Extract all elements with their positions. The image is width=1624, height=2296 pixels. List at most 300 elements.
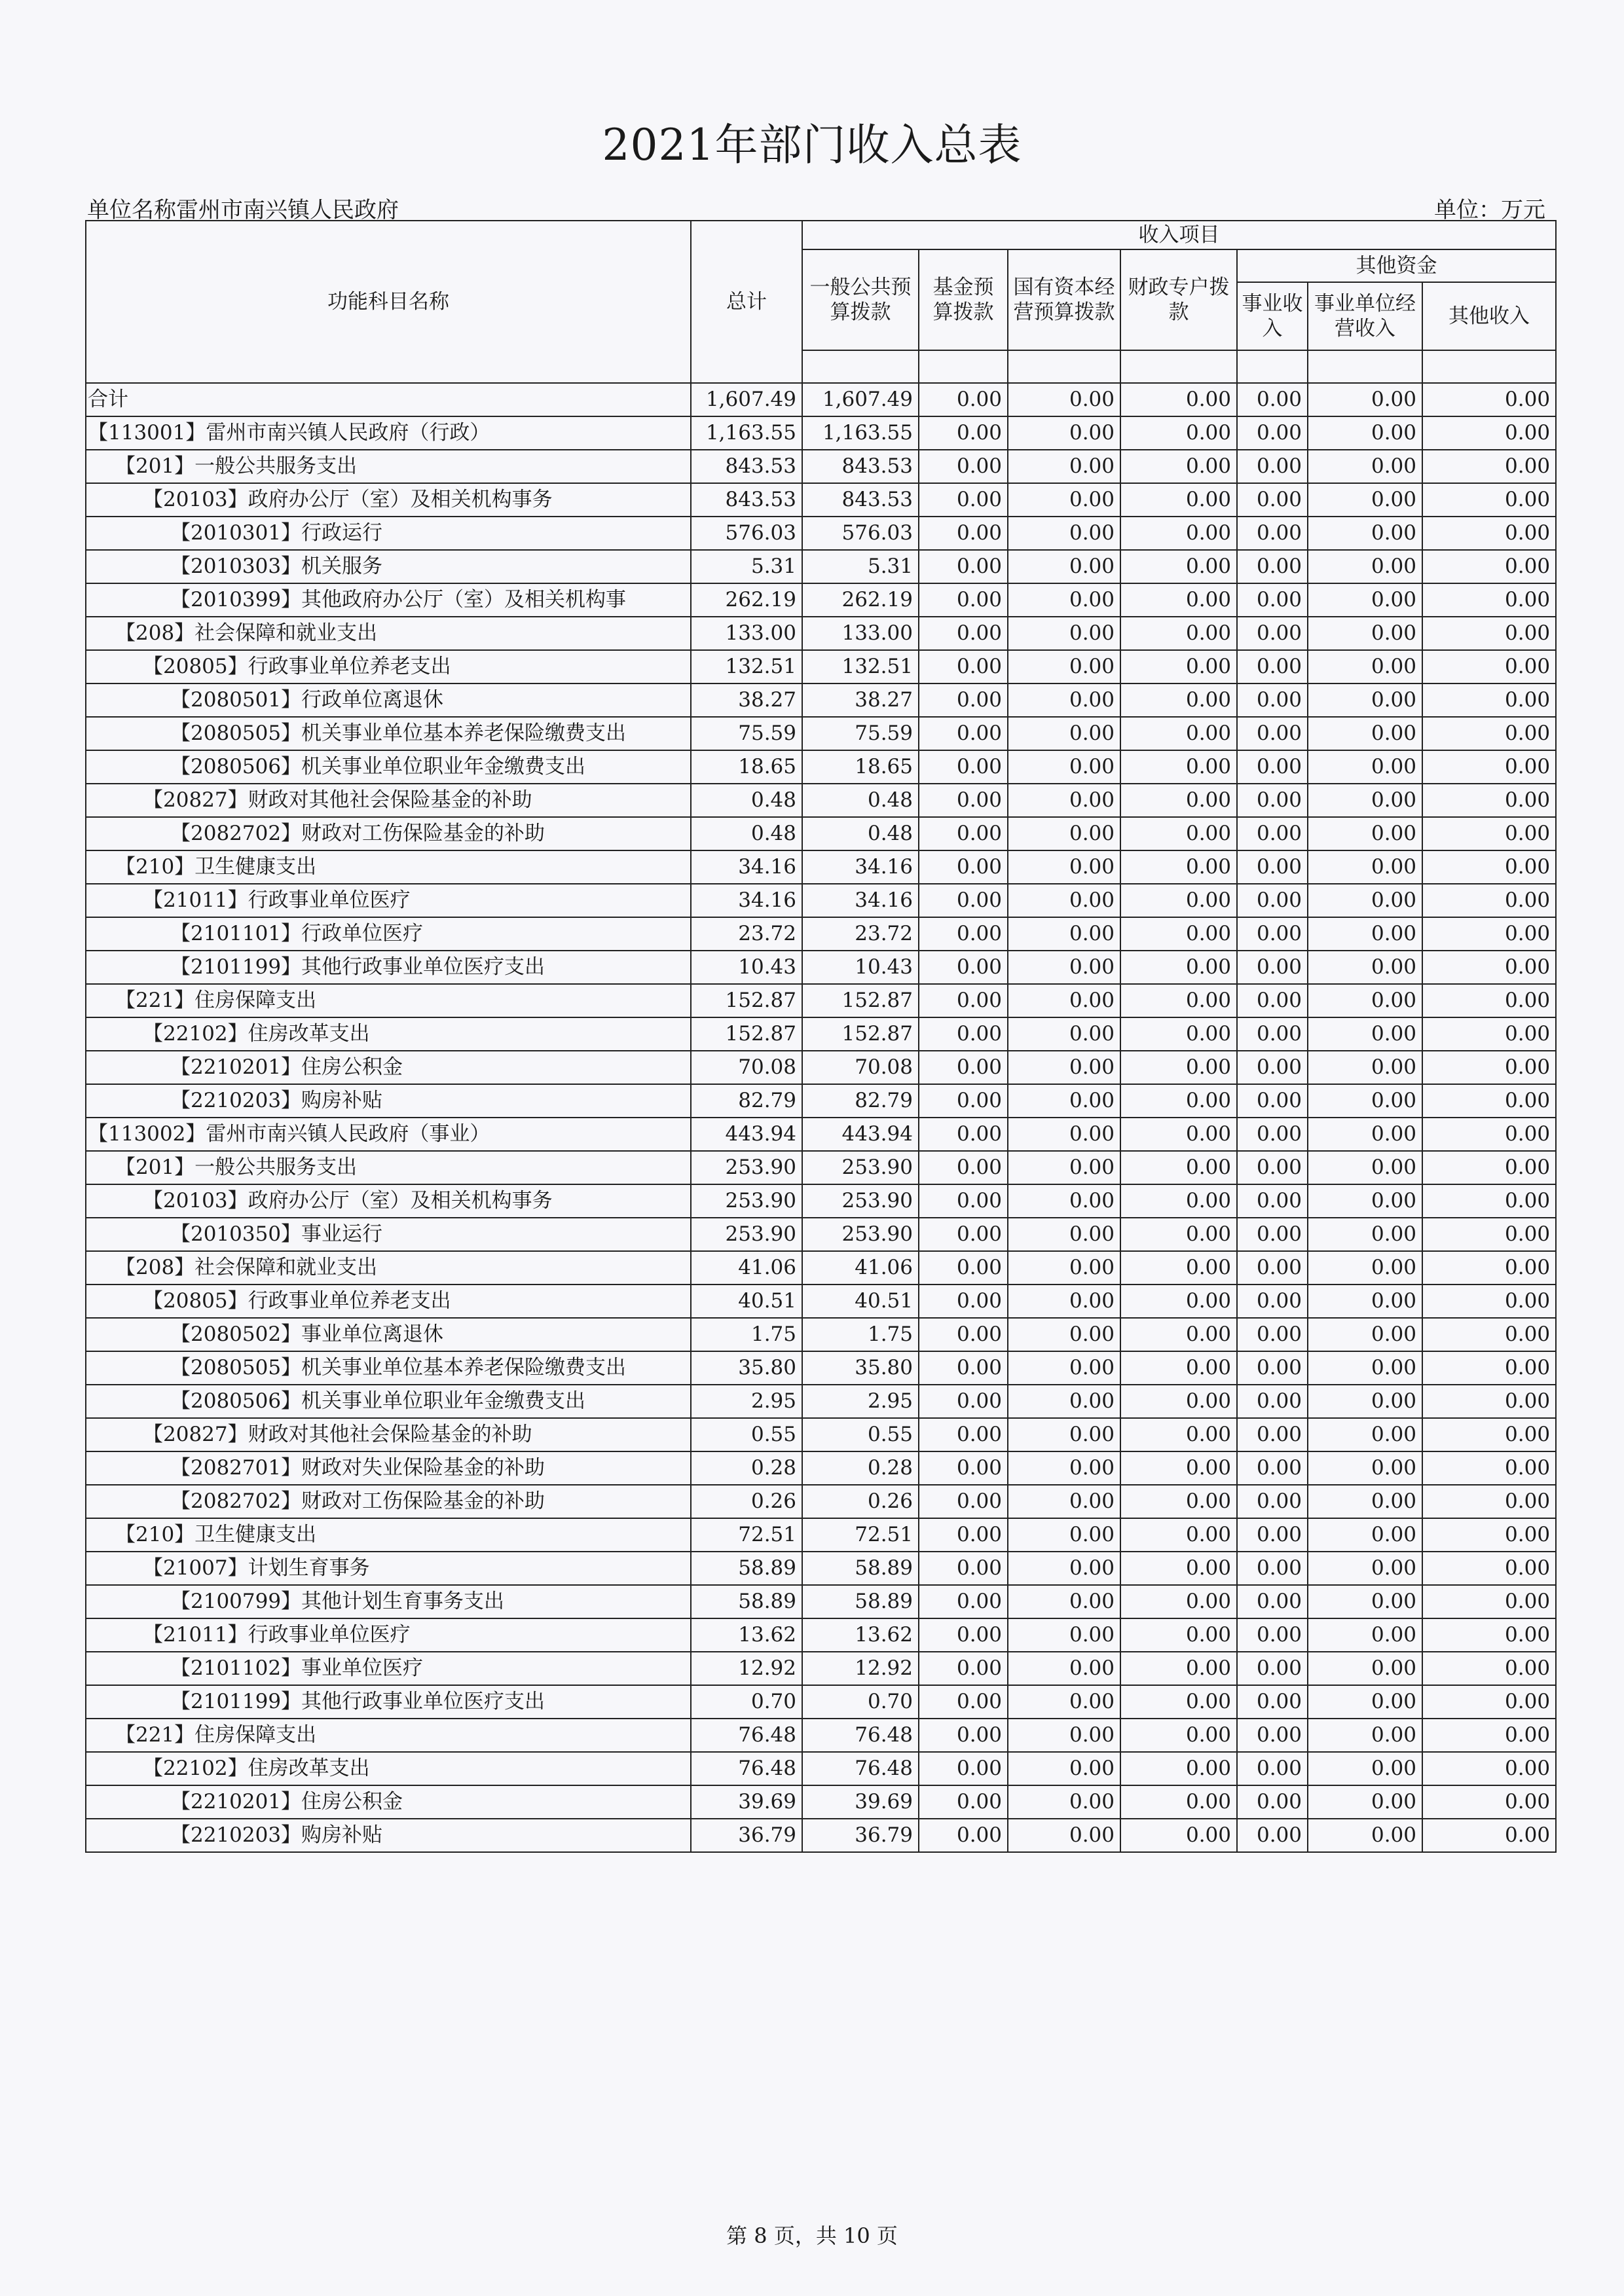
- row-value-cell: 18.65: [691, 750, 802, 784]
- row-value-cell: 0.00: [1120, 1084, 1237, 1118]
- row-value-cell: 0.00: [919, 1118, 1008, 1151]
- row-value-cell: 0.00: [1120, 1251, 1237, 1285]
- row-value-cell: 75.59: [802, 717, 919, 750]
- row-value-cell: 0.00: [1308, 517, 1422, 550]
- row-value-cell: 0.00: [919, 383, 1008, 416]
- page-footer: 第 8 页，共 10 页: [726, 2223, 898, 2248]
- row-value-cell: 0.00: [1237, 1118, 1308, 1151]
- row-value-cell: 0.00: [1120, 550, 1237, 583]
- row-value-cell: 36.79: [691, 1819, 802, 1852]
- row-value-cell: 58.89: [802, 1552, 919, 1585]
- row-subject-name: 【221】住房保障支出: [86, 984, 691, 1017]
- row-value-cell: 0.00: [1237, 1385, 1308, 1418]
- header-business-income: 事业单位经营收入: [1308, 282, 1422, 350]
- row-value-cell: 0.00: [1308, 450, 1422, 483]
- row-value-cell: 58.89: [802, 1585, 919, 1618]
- row-value-cell: 0.00: [1237, 984, 1308, 1017]
- row-value-cell: 0.00: [1237, 517, 1308, 550]
- row-value-cell: 0.00: [919, 1652, 1008, 1685]
- table-row: [86, 517, 1556, 550]
- row-value-cell: 72.51: [691, 1518, 802, 1552]
- header-career-income: 事业收入: [1237, 282, 1308, 350]
- row-value-cell: 0.00: [919, 1351, 1008, 1385]
- row-value-cell: 0.00: [1237, 1785, 1308, 1819]
- row-value-cell: 0.48: [802, 817, 919, 850]
- row-value-cell: 0.00: [1237, 1485, 1308, 1518]
- row-value-cell: 253.90: [691, 1218, 802, 1251]
- row-value-cell: 0.00: [1422, 1652, 1556, 1685]
- row-subject-name: 【2010350】事业运行: [86, 1218, 691, 1251]
- row-value-cell: 133.00: [691, 617, 802, 650]
- row-value-cell: 1.75: [691, 1318, 802, 1351]
- row-subject-name: 【2101101】行政单位医疗: [86, 917, 691, 951]
- row-value-cell: 262.19: [691, 583, 802, 617]
- table-row: [86, 1819, 1556, 1852]
- row-value-cell: 0.00: [1008, 416, 1120, 450]
- table-row: [86, 951, 1556, 984]
- row-value-cell: 0.00: [919, 984, 1008, 1017]
- row-value-cell: 0.00: [1422, 1618, 1556, 1652]
- table-row: [86, 1618, 1556, 1652]
- row-value-cell: 132.51: [802, 650, 919, 683]
- table-row: [86, 483, 1556, 517]
- row-value-cell: 0.00: [1237, 1752, 1308, 1785]
- row-value-cell: 0.00: [1008, 1251, 1120, 1285]
- row-value-cell: 0.00: [1422, 1385, 1556, 1418]
- row-value-cell: 0.26: [802, 1485, 919, 1518]
- row-value-cell: 0.00: [1008, 483, 1120, 517]
- row-value-cell: 0.00: [1308, 1485, 1422, 1518]
- row-value-cell: 0.00: [1008, 884, 1120, 917]
- row-value-cell: 0.00: [1422, 1685, 1556, 1719]
- row-value-cell: 0.00: [1237, 383, 1308, 416]
- row-subject-name: 【201】一般公共服务支出: [86, 1151, 691, 1184]
- row-subject-name: 【20805】行政事业单位养老支出: [86, 1285, 691, 1318]
- row-value-cell: 0.00: [1308, 1118, 1422, 1151]
- row-value-cell: 0.00: [919, 517, 1008, 550]
- table-row: [86, 650, 1556, 683]
- row-value-cell: 0.00: [1237, 1318, 1308, 1351]
- row-value-cell: 0.00: [1237, 583, 1308, 617]
- row-value-cell: 12.92: [691, 1652, 802, 1685]
- row-value-cell: 0.00: [1308, 583, 1422, 617]
- row-value-cell: 0.00: [1308, 1051, 1422, 1084]
- row-value-cell: 23.72: [691, 917, 802, 951]
- row-value-cell: 0.00: [919, 1218, 1008, 1251]
- row-value-cell: 0.00: [1237, 1184, 1308, 1218]
- row-subject-name: 【210】卫生健康支出: [86, 850, 691, 884]
- row-value-cell: 0.00: [1008, 1184, 1120, 1218]
- row-value-cell: 0.00: [1120, 517, 1237, 550]
- row-value-cell: 0.00: [1237, 1218, 1308, 1251]
- row-subject-name: 【2210201】住房公积金: [86, 1051, 691, 1084]
- row-value-cell: 0.00: [919, 617, 1008, 650]
- row-value-cell: 35.80: [802, 1351, 919, 1385]
- row-value-cell: 0.00: [919, 1552, 1008, 1585]
- row-value-cell: 0.00: [1422, 1585, 1556, 1618]
- row-value-cell: 0.55: [691, 1418, 802, 1451]
- row-value-cell: 0.00: [1120, 583, 1237, 617]
- row-value-cell: 0.00: [1237, 750, 1308, 784]
- row-value-cell: 0.00: [1422, 617, 1556, 650]
- row-value-cell: 0.00: [1237, 717, 1308, 750]
- row-value-cell: 0.00: [1237, 1351, 1308, 1385]
- row-value-cell: 0.00: [1237, 917, 1308, 951]
- row-value-cell: 0.00: [919, 1451, 1008, 1485]
- row-value-cell: 0.00: [1120, 1618, 1237, 1652]
- row-value-cell: 0.00: [919, 1685, 1008, 1719]
- row-value-cell: 0.00: [919, 1585, 1008, 1618]
- row-subject-name: 【2082702】财政对工伤保险基金的补助: [86, 817, 691, 850]
- row-value-cell: 0.00: [1120, 1752, 1237, 1785]
- row-value-cell: 0.00: [1422, 650, 1556, 683]
- row-value-cell: 0.00: [1008, 1084, 1120, 1118]
- row-subject-name: 【21011】行政事业单位医疗: [86, 1618, 691, 1652]
- row-value-cell: 1,607.49: [691, 383, 802, 416]
- row-value-cell: 0.00: [1308, 1151, 1422, 1184]
- row-value-cell: 0.00: [919, 1184, 1008, 1218]
- row-subject-name: 【2010303】机关服务: [86, 550, 691, 583]
- row-value-cell: 0.00: [1422, 483, 1556, 517]
- row-value-cell: 0.00: [1308, 984, 1422, 1017]
- row-value-cell: 0.00: [1422, 383, 1556, 416]
- row-value-cell: 0.00: [1237, 1552, 1308, 1585]
- row-value-cell: 0.00: [1308, 1752, 1422, 1785]
- row-value-cell: 0.00: [1008, 1652, 1120, 1685]
- table-row: [86, 1084, 1556, 1118]
- row-value-cell: 0.00: [1422, 1785, 1556, 1819]
- row-value-cell: 262.19: [802, 583, 919, 617]
- row-subject-name: 【20827】财政对其他社会保险基金的补助: [86, 1418, 691, 1451]
- table-row: [86, 1285, 1556, 1318]
- header-function-subject: 功能科目名称: [86, 221, 691, 383]
- row-value-cell: 0.00: [1422, 1017, 1556, 1051]
- row-subject-name: 【208】社会保障和就业支出: [86, 1251, 691, 1285]
- row-value-cell: 0.00: [1008, 817, 1120, 850]
- row-value-cell: 0.00: [1120, 683, 1237, 717]
- row-value-cell: 0.00: [1308, 1685, 1422, 1719]
- currency-unit-label: 单位：万元: [1434, 197, 1545, 223]
- header-fund-budget: 基金预算拨款: [919, 249, 1008, 350]
- row-value-cell: 0.00: [1120, 717, 1237, 750]
- income-summary-table: [85, 220, 1557, 1853]
- table-row: [86, 884, 1556, 917]
- table-row: [86, 1518, 1556, 1552]
- row-value-cell: 0.00: [1422, 450, 1556, 483]
- row-value-cell: 0.00: [919, 1385, 1008, 1418]
- table-row: [86, 1017, 1556, 1051]
- row-value-cell: 0.00: [919, 1151, 1008, 1184]
- row-value-cell: 72.51: [802, 1518, 919, 1552]
- row-value-cell: 0.00: [1308, 1385, 1422, 1418]
- row-value-cell: 0.00: [1120, 1184, 1237, 1218]
- row-value-cell: 0.00: [1422, 784, 1556, 817]
- row-value-cell: 0.00: [1008, 750, 1120, 784]
- row-subject-name: 【21007】计划生育事务: [86, 1552, 691, 1585]
- row-value-cell: 0.00: [1308, 383, 1422, 416]
- row-subject-name: 【2080505】机关事业单位基本养老保险缴费支出: [86, 1351, 691, 1385]
- row-value-cell: 0.00: [1308, 1318, 1422, 1351]
- row-subject-name: 【2210203】购房补贴: [86, 1819, 691, 1852]
- row-value-cell: 0.00: [1422, 817, 1556, 850]
- row-subject-name: 【2080505】机关事业单位基本养老保险缴费支出: [86, 717, 691, 750]
- row-value-cell: 0.00: [1422, 1451, 1556, 1485]
- row-value-cell: 0.00: [1120, 1385, 1237, 1418]
- unit-name-label: 单位名称雷州市南兴镇人民政府: [87, 197, 399, 223]
- row-subject-name: 合计: [86, 383, 691, 416]
- row-value-cell: 0.00: [1308, 1218, 1422, 1251]
- row-value-cell: 843.53: [802, 483, 919, 517]
- row-value-cell: 0.00: [1422, 1051, 1556, 1084]
- row-subject-name: 【2082702】财政对工伤保险基金的补助: [86, 1485, 691, 1518]
- row-value-cell: 0.00: [1237, 1017, 1308, 1051]
- row-value-cell: 0.00: [1120, 1051, 1237, 1084]
- row-value-cell: 0.00: [1308, 1518, 1422, 1552]
- row-value-cell: 82.79: [802, 1084, 919, 1118]
- row-value-cell: 0.00: [1120, 884, 1237, 917]
- row-value-cell: 0.00: [1308, 1351, 1422, 1385]
- row-value-cell: 0.00: [1120, 1652, 1237, 1685]
- row-value-cell: 0.00: [1237, 1285, 1308, 1318]
- row-value-cell: 0.00: [1008, 617, 1120, 650]
- row-subject-name: 【2080501】行政单位离退休: [86, 683, 691, 717]
- row-value-cell: 0.00: [1422, 1351, 1556, 1385]
- table-row: [86, 750, 1556, 784]
- row-value-cell: 82.79: [691, 1084, 802, 1118]
- table-row: [86, 550, 1556, 583]
- table-row: [86, 1385, 1556, 1418]
- row-value-cell: 0.00: [1120, 1351, 1237, 1385]
- row-value-cell: 0.00: [919, 1819, 1008, 1852]
- row-value-cell: 0.00: [1008, 450, 1120, 483]
- row-value-cell: 0.00: [1120, 1518, 1237, 1552]
- row-value-cell: 0.00: [919, 1251, 1008, 1285]
- row-value-cell: 36.79: [802, 1819, 919, 1852]
- table-row: [86, 1318, 1556, 1351]
- row-value-cell: 38.27: [802, 683, 919, 717]
- row-value-cell: 1,163.55: [802, 416, 919, 450]
- row-value-cell: 38.27: [691, 683, 802, 717]
- row-value-cell: 0.00: [1120, 917, 1237, 951]
- row-value-cell: 0.00: [1422, 1552, 1556, 1585]
- table-row: [86, 917, 1556, 951]
- row-subject-name: 【21011】行政事业单位医疗: [86, 884, 691, 917]
- table-row: [86, 1351, 1556, 1385]
- row-value-cell: 0.00: [1008, 1819, 1120, 1852]
- row-value-cell: 0.00: [919, 784, 1008, 817]
- row-subject-name: 【20827】财政对其他社会保险基金的补助: [86, 784, 691, 817]
- row-value-cell: 0.00: [919, 583, 1008, 617]
- row-value-cell: 12.92: [802, 1652, 919, 1685]
- row-value-cell: 0.00: [1422, 984, 1556, 1017]
- row-value-cell: 0.00: [1237, 650, 1308, 683]
- row-value-cell: 843.53: [691, 483, 802, 517]
- row-value-cell: 0.00: [1120, 951, 1237, 984]
- row-subject-name: 【20103】政府办公厅（室）及相关机构事务: [86, 483, 691, 517]
- row-subject-name: 【20103】政府办公厅（室）及相关机构事务: [86, 1184, 691, 1218]
- row-value-cell: 0.00: [1308, 717, 1422, 750]
- row-value-cell: 253.90: [691, 1184, 802, 1218]
- row-value-cell: 0.00: [1237, 1585, 1308, 1618]
- row-value-cell: 0.00: [919, 683, 1008, 717]
- row-subject-name: 【2210201】住房公积金: [86, 1785, 691, 1819]
- table-row: [86, 1485, 1556, 1518]
- row-value-cell: 70.08: [691, 1051, 802, 1084]
- row-value-cell: 0.00: [1008, 1285, 1120, 1318]
- header-general-budget: 一般公共预算拨款: [802, 249, 919, 350]
- table-row: [86, 383, 1556, 416]
- row-value-cell: 0.00: [1008, 1351, 1120, 1385]
- table-row: [86, 617, 1556, 650]
- table-row: [86, 450, 1556, 483]
- row-value-cell: 39.69: [802, 1785, 919, 1819]
- row-value-cell: 0.00: [1237, 483, 1308, 517]
- table-row: [86, 1785, 1556, 1819]
- row-value-cell: 0.00: [1237, 951, 1308, 984]
- row-value-cell: 0.00: [1008, 917, 1120, 951]
- row-value-cell: 0.00: [1308, 416, 1422, 450]
- row-value-cell: 0.00: [1237, 450, 1308, 483]
- row-value-cell: 34.16: [802, 884, 919, 917]
- row-value-cell: 0.00: [1422, 1285, 1556, 1318]
- row-value-cell: 2.95: [691, 1385, 802, 1418]
- row-value-cell: 0.00: [1120, 984, 1237, 1017]
- row-value-cell: 0.00: [1237, 1618, 1308, 1652]
- row-value-cell: 0.00: [1120, 784, 1237, 817]
- row-value-cell: 0.00: [1120, 483, 1237, 517]
- row-subject-name: 【2082701】财政对失业保险基金的补助: [86, 1451, 691, 1485]
- row-value-cell: 10.43: [802, 951, 919, 984]
- row-value-cell: 253.90: [802, 1218, 919, 1251]
- row-value-cell: 0.00: [1120, 1685, 1237, 1719]
- row-value-cell: 0.00: [1308, 850, 1422, 884]
- row-value-cell: 70.08: [802, 1051, 919, 1084]
- table-row: [86, 1585, 1556, 1618]
- row-value-cell: 0.00: [1237, 1451, 1308, 1485]
- row-value-cell: 0.00: [1008, 1017, 1120, 1051]
- row-value-cell: 0.00: [1422, 1151, 1556, 1184]
- row-value-cell: 0.00: [1008, 1385, 1120, 1418]
- row-value-cell: 1,163.55: [691, 416, 802, 450]
- row-value-cell: 0.00: [919, 1752, 1008, 1785]
- table-row: [86, 416, 1556, 450]
- header-state-capital-budget: 国有资本经营预算拨款: [1008, 249, 1120, 350]
- row-value-cell: 0.00: [1008, 1752, 1120, 1785]
- row-subject-name: 【2210203】购房补贴: [86, 1084, 691, 1118]
- row-value-cell: 0.00: [1237, 1251, 1308, 1285]
- page-title: 2021年部门收入总表: [602, 120, 1022, 170]
- row-value-cell: 0.00: [919, 1785, 1008, 1819]
- row-value-cell: 0.00: [1422, 1118, 1556, 1151]
- row-value-cell: 0.00: [1120, 416, 1237, 450]
- row-value-cell: 0.00: [919, 1485, 1008, 1518]
- row-subject-name: 【210】卫生健康支出: [86, 1518, 691, 1552]
- row-value-cell: 0.00: [1237, 1819, 1308, 1852]
- row-value-cell: 40.51: [802, 1285, 919, 1318]
- table-row: [86, 1151, 1556, 1184]
- row-value-cell: 0.00: [1422, 951, 1556, 984]
- row-value-cell: 0.00: [1120, 1017, 1237, 1051]
- row-value-cell: 0.00: [919, 1719, 1008, 1752]
- row-value-cell: 0.00: [1308, 1451, 1422, 1485]
- row-value-cell: 843.53: [691, 450, 802, 483]
- row-value-cell: 0.00: [1008, 717, 1120, 750]
- row-subject-name: 【22102】住房改革支出: [86, 1752, 691, 1785]
- row-value-cell: 576.03: [691, 517, 802, 550]
- row-value-cell: 0.00: [1120, 850, 1237, 884]
- row-value-cell: 443.94: [691, 1118, 802, 1151]
- header-other-funds: 其他资金: [1237, 249, 1556, 282]
- row-value-cell: 76.48: [691, 1752, 802, 1785]
- row-value-cell: 0.00: [1120, 1285, 1237, 1318]
- row-value-cell: 0.00: [1008, 383, 1120, 416]
- row-value-cell: 0.00: [919, 850, 1008, 884]
- row-value-cell: 0.48: [691, 784, 802, 817]
- row-value-cell: 0.00: [1237, 1418, 1308, 1451]
- row-value-cell: 0.00: [919, 917, 1008, 951]
- row-value-cell: 0.00: [1308, 1785, 1422, 1819]
- row-value-cell: 0.00: [1120, 650, 1237, 683]
- row-subject-name: 【2080506】机关事业单位职业年金缴费支出: [86, 1385, 691, 1418]
- table-row: [86, 784, 1556, 817]
- row-value-cell: 0.00: [1120, 1552, 1237, 1585]
- table-row: [86, 1451, 1556, 1485]
- row-value-cell: 0.00: [1120, 1218, 1237, 1251]
- row-value-cell: 152.87: [802, 984, 919, 1017]
- row-value-cell: 0.00: [1422, 750, 1556, 784]
- row-value-cell: 843.53: [802, 450, 919, 483]
- row-value-cell: 0.00: [919, 1618, 1008, 1652]
- row-value-cell: 253.90: [802, 1151, 919, 1184]
- row-value-cell: 76.48: [802, 1752, 919, 1785]
- row-value-cell: 0.00: [1008, 1618, 1120, 1652]
- row-value-cell: 0.28: [691, 1451, 802, 1485]
- row-value-cell: 34.16: [802, 850, 919, 884]
- row-value-cell: 253.90: [802, 1184, 919, 1218]
- row-value-cell: 58.89: [691, 1585, 802, 1618]
- row-value-cell: 23.72: [802, 917, 919, 951]
- row-value-cell: 0.00: [1008, 984, 1120, 1017]
- row-value-cell: 0.00: [1237, 784, 1308, 817]
- row-value-cell: 0.00: [919, 1084, 1008, 1118]
- table-row: [86, 717, 1556, 750]
- row-value-cell: 0.00: [1120, 750, 1237, 784]
- row-value-cell: 0.00: [1237, 884, 1308, 917]
- row-value-cell: 0.00: [1120, 817, 1237, 850]
- row-value-cell: 35.80: [691, 1351, 802, 1385]
- row-value-cell: 0.70: [802, 1685, 919, 1719]
- row-value-cell: 0.00: [1237, 850, 1308, 884]
- row-value-cell: 0.00: [1308, 1184, 1422, 1218]
- table-row: [86, 583, 1556, 617]
- row-value-cell: 0.00: [1008, 1585, 1120, 1618]
- row-value-cell: 0.00: [1008, 517, 1120, 550]
- row-value-cell: 0.00: [1120, 1451, 1237, 1485]
- row-value-cell: 0.00: [1120, 1719, 1237, 1752]
- row-value-cell: 0.00: [1422, 550, 1556, 583]
- row-value-cell: 0.00: [1008, 550, 1120, 583]
- row-value-cell: 0.00: [919, 483, 1008, 517]
- row-value-cell: 0.00: [1237, 1051, 1308, 1084]
- row-value-cell: 0.00: [1120, 1785, 1237, 1819]
- row-subject-name: 【22102】住房改革支出: [86, 1017, 691, 1051]
- row-value-cell: 0.00: [1120, 617, 1237, 650]
- row-value-cell: 0.00: [919, 650, 1008, 683]
- row-value-cell: 0.00: [1308, 1719, 1422, 1752]
- row-value-cell: 0.00: [1422, 1719, 1556, 1752]
- table-row: [86, 1685, 1556, 1719]
- row-value-cell: 0.00: [1308, 1585, 1422, 1618]
